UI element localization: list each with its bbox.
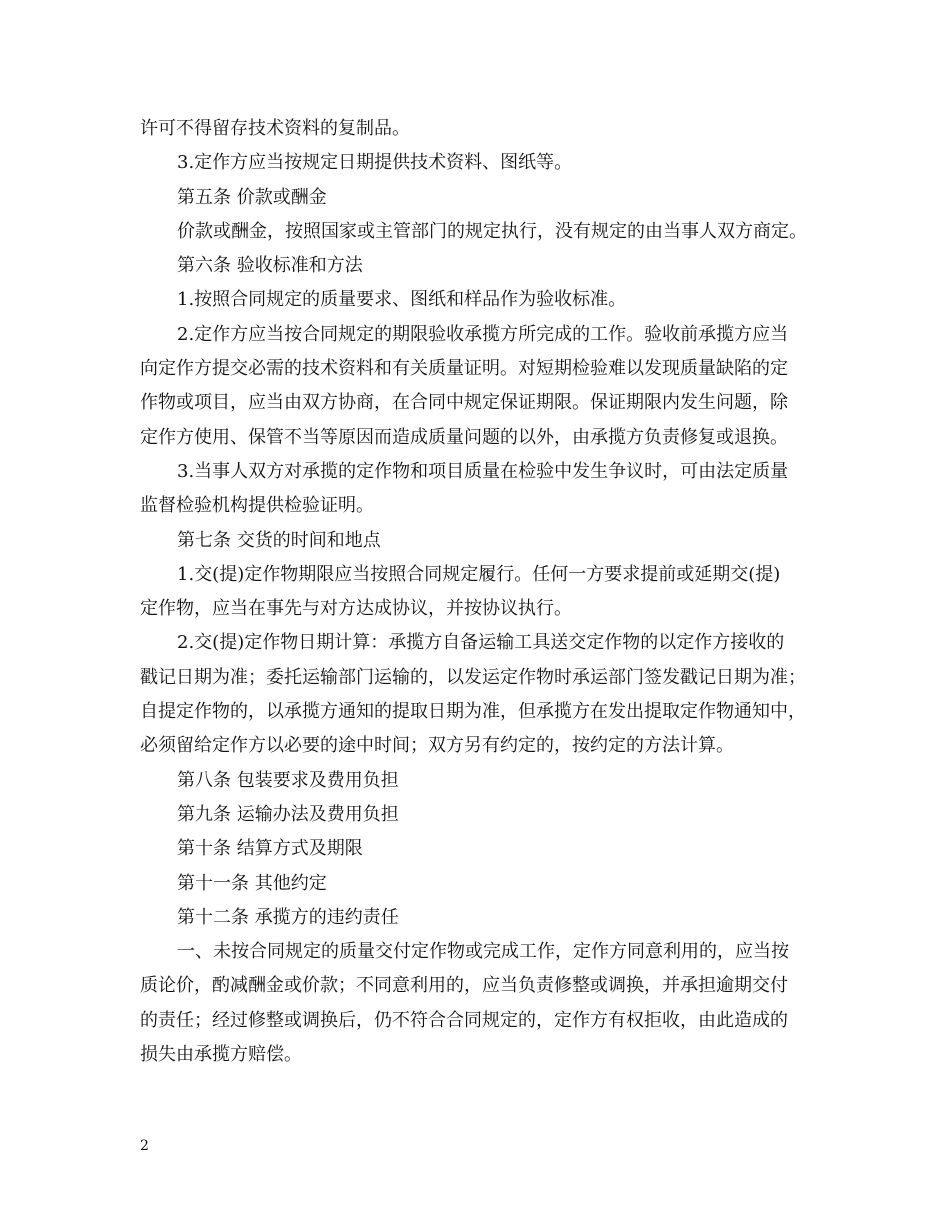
text-line: 2.交(提)定作物日期计算：承揽方自备运输工具送交定作物的以定作方接收的 (177, 632, 785, 654)
text-line: 第九条 运输办法及费用负担 (177, 803, 399, 825)
text-line: 第十条 结算方式及期限 (177, 838, 363, 860)
text-line: 戳记日期为准；委托运输部门运输的，以发运定作物时承运部门签发戳记日期为准； (140, 666, 806, 688)
text-line: 第八条 包装要求及费用负担 (177, 769, 399, 791)
text-line: 监督检验机构提供检验证明。 (140, 495, 374, 517)
text-line: 第十一条 其他约定 (177, 872, 327, 894)
text-line: 的责任；经过修整或调换后，仍不符合合同规定的，定作方有权拒收，由此造成的 (140, 1009, 788, 1031)
text-line: 定作方使用、保管不当等原因而造成质量问题的以外，由承揽方负责修复或退换。 (140, 426, 788, 448)
text-line: 损失由承揽方赔偿。 (140, 1044, 302, 1066)
text-line: 3.定作方应当按规定日期提供技术资料、图纸等。 (177, 152, 573, 174)
document-body (140, 112, 815, 1072)
text-line: 必须留给定作方以必要的途中时间；双方另有约定的，按约定的方法计算。 (140, 735, 734, 757)
text-line: 第六条 验收标准和方法 (177, 255, 363, 277)
page-number: 2 (140, 1138, 149, 1154)
text-line: 一、未按合同规定的质量交付定作物或完成工作，定作方同意利用的，应当按 (177, 941, 789, 963)
text-line: 质论价，酌减酬金或价款；不同意利用的，应当负责修整或调换，并承担逾期交付 (140, 975, 788, 997)
text-line: 1.交(提)定作物期限应当按照合同规定履行。任何一方要求提前或延期交(提) (177, 563, 781, 585)
text-line: 1.按照合同规定的质量要求、图纸和样品作为验收标准。 (177, 289, 627, 311)
text-line: 3.当事人双方对承揽的定作物和项目质量在检验中发生争议时，可由法定质量 (177, 460, 789, 482)
text-line: 2.定作方应当按合同规定的期限验收承揽方所完成的工作。验收前承揽方应当 (177, 323, 789, 345)
text-line: 第七条 交货的时间和地点 (177, 529, 381, 551)
text-line: 价款或酬金，按照国家或主管部门的规定执行，没有规定的由当事人双方商定。 (177, 220, 807, 242)
text-line: 第十二条 承揽方的违约责任 (177, 906, 399, 928)
text-line: 向定作方提交必需的技术资料和有关质量证明。对短期检验难以发现质量缺陷的定 (140, 358, 788, 380)
text-line: 第五条 价款或酬金 (177, 186, 327, 208)
text-line: 定作物，应当在事先与对方达成协议，并按协议执行。 (140, 598, 572, 620)
text-line: 自提定作物的，以承揽方通知的提取日期为准，但承揽方在发出提取定作物通知中， (140, 701, 806, 723)
text-line: 作物或项目，应当由双方协商，在合同中规定保证期限。保证期限内发生问题，除 (140, 392, 788, 414)
text-line: 许可不得留存技术资料的复制品。 (140, 118, 410, 139)
